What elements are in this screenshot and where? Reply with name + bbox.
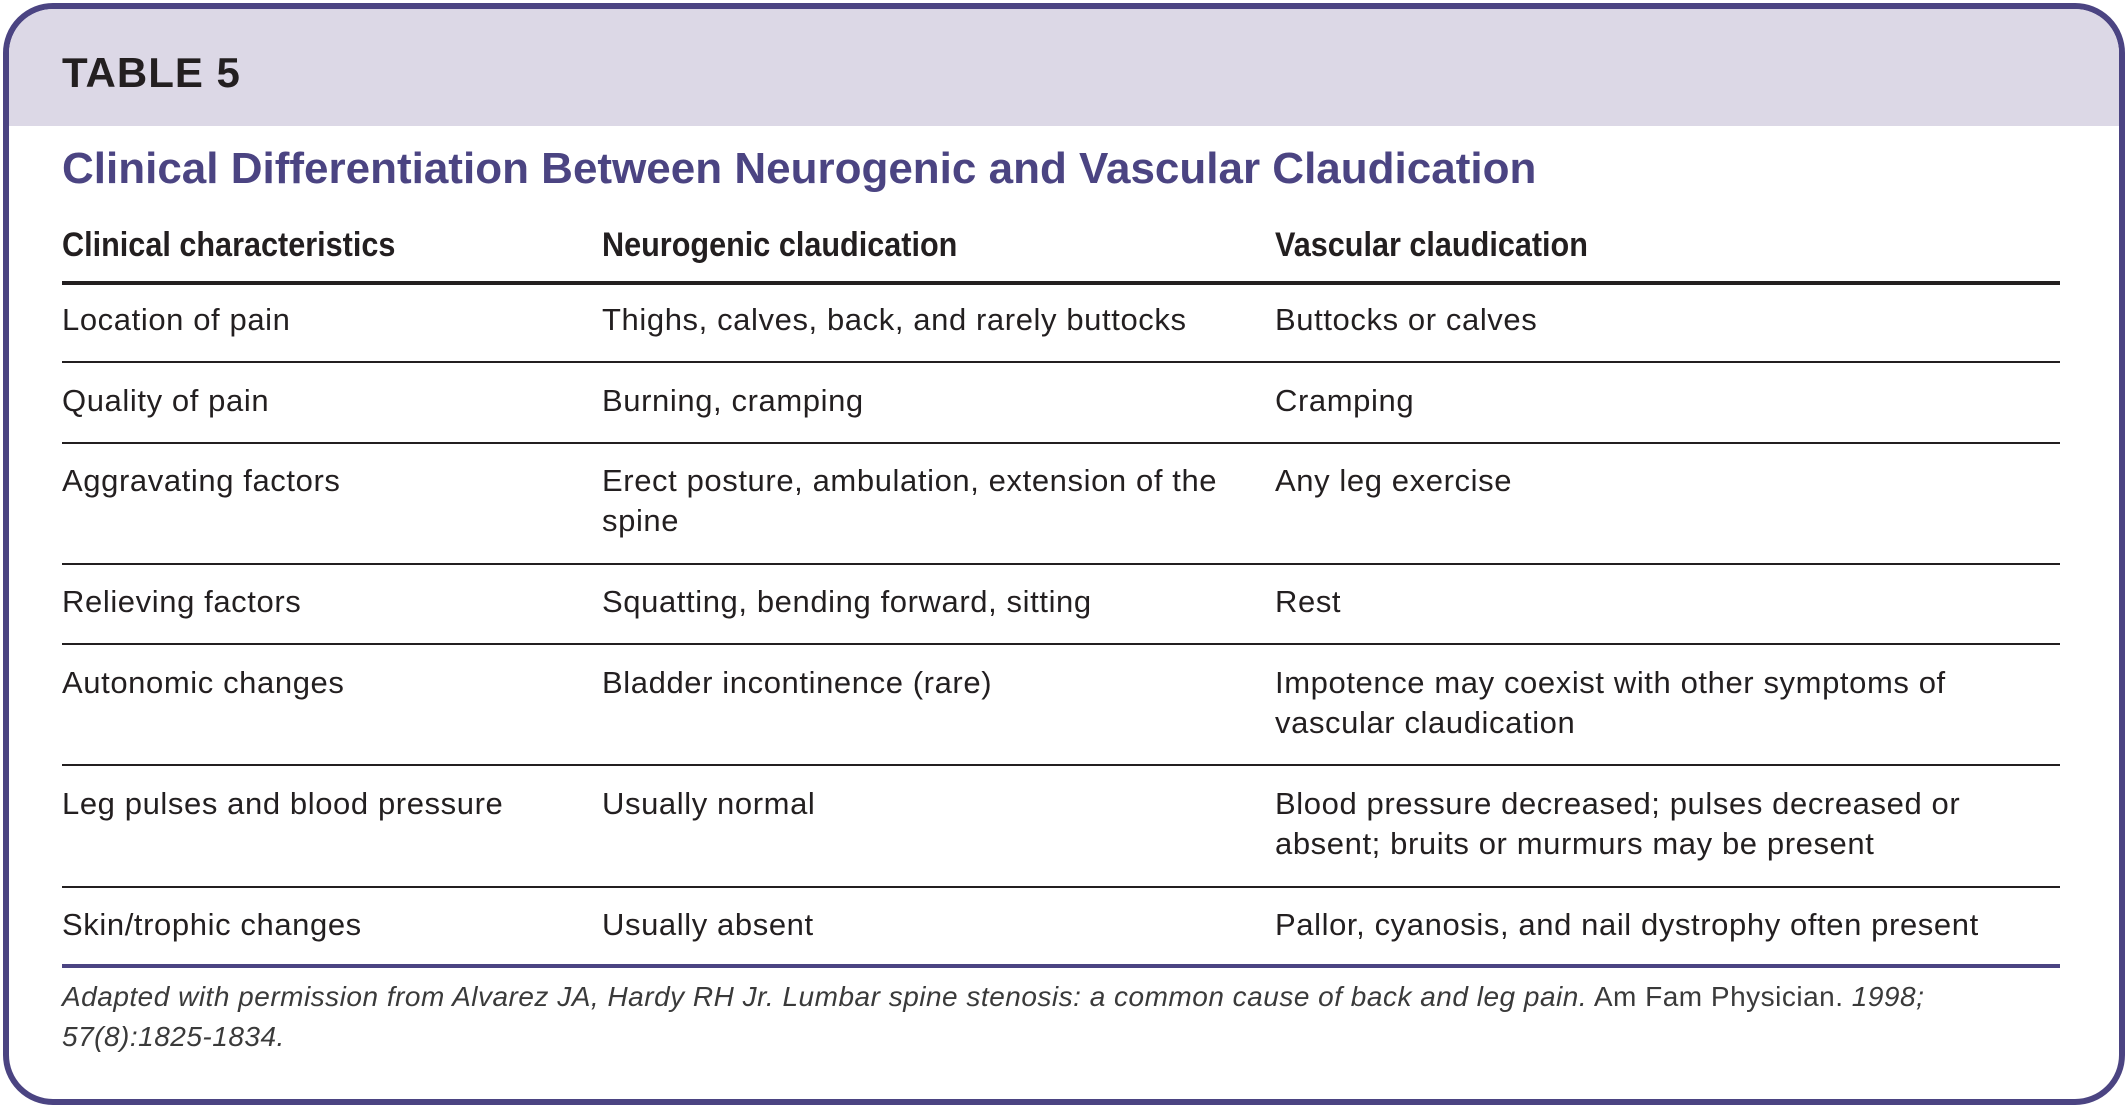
- row-divider: [62, 361, 2060, 363]
- row-divider: [62, 442, 2060, 444]
- row-neurogenic: Usually absent: [602, 907, 814, 942]
- table-title: Clinical Differentiation Between Neurogenic and Vascular Claudication: [62, 144, 1537, 193]
- row-vascular: Buttocks or calves: [1275, 302, 1538, 337]
- row-vascular: Blood pressure decreased; pulses decreased or absent; bruits or murmurs may be present: [1275, 786, 1961, 861]
- row-vascular: Rest: [1275, 584, 1342, 619]
- column-header-characteristics: Clinical characteristics: [62, 226, 396, 264]
- row-characteristic: Relieving factors: [62, 584, 302, 619]
- table-header-band: [9, 9, 2119, 126]
- row-neurogenic: Thighs, calves, back, and rarely buttocks: [602, 302, 1187, 337]
- row-divider: [62, 643, 2060, 645]
- row-vascular: Pallor, cyanosis, and nail dystrophy often present: [1275, 907, 1979, 942]
- header-divider: [62, 281, 2060, 285]
- row-characteristic: Leg pulses and blood pressure: [62, 786, 504, 821]
- row-characteristic: Location of pain: [62, 302, 291, 337]
- footnote-citation: Adapted with permission from Alvarez JA, Hardy RH Jr. Lumbar spine stenosis: a common cause of back and leg pain.: [62, 981, 1588, 1012]
- row-characteristic: Skin/trophic changes: [62, 907, 362, 942]
- row-vascular: Impotence may coexist with other symptoms of vascular claudication: [1275, 665, 1946, 740]
- row-vascular: Cramping: [1275, 383, 1415, 418]
- footnote-volume: 1998; 57(8):1825-1834.: [62, 981, 1925, 1052]
- row-divider: [62, 764, 2060, 766]
- row-neurogenic: Bladder incontinence (rare): [602, 665, 993, 700]
- column-header-neurogenic: Neurogenic claudication: [602, 226, 958, 264]
- row-neurogenic: Erect posture, ambulation, extension of the spine: [602, 463, 1218, 538]
- table-bottom-rule: [62, 964, 2060, 968]
- row-characteristic: Autonomic changes: [62, 665, 345, 700]
- row-characteristic: Aggravating factors: [62, 463, 341, 498]
- table-number-label: TABLE 5: [62, 49, 241, 96]
- row-divider: [62, 886, 2060, 888]
- column-header-vascular: Vascular claudication: [1275, 226, 1588, 264]
- row-neurogenic: Burning, cramping: [602, 383, 864, 418]
- footnote-journal: Am Fam Physician.: [1593, 981, 1844, 1012]
- row-characteristic: Quality of pain: [62, 383, 270, 418]
- row-neurogenic: Squatting, bending forward, sitting: [602, 584, 1092, 619]
- row-neurogenic: Usually normal: [602, 786, 816, 821]
- row-vascular: Any leg exercise: [1275, 463, 1513, 498]
- row-divider: [62, 563, 2060, 565]
- source-footnote: [62, 977, 2072, 1057]
- table-card: [3, 3, 2125, 1105]
